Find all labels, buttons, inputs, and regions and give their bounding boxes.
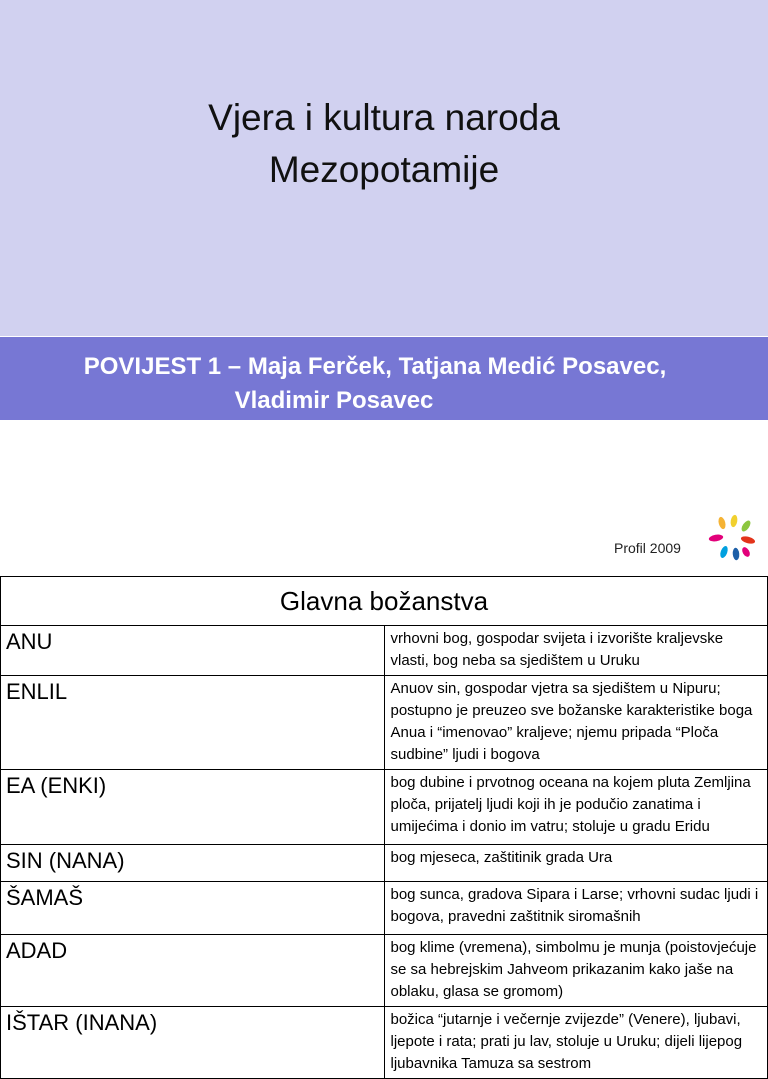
deity-description: bog dubine i prvotnog oceana na kojem pluta Zemljina ploča, prijatelj ljudi koji ih je podučio zanatima i umijećima i donio im vatru; stoluje u gradu Eridu — [384, 770, 768, 845]
deity-description: božica “jutarnje i večernje zvijezde” (Venere), ljubavi, ljepote i rata; prati ju lav, stoluje u Uruku; dijeli lijepog ljubavnika Tamuza sa sestrom — [384, 1007, 768, 1079]
table-row — [1, 676, 768, 770]
slide-subtitle — [0, 350, 768, 418]
deity-description: bog mjeseca, zaštitinik grada Ura — [384, 845, 768, 882]
table-row — [1, 935, 768, 1007]
slide-title — [0, 92, 768, 196]
deity-name: ADAD — [1, 935, 385, 1007]
deity-name: SIN (NANA) — [1, 845, 385, 882]
title-line-2: Mezopotamije — [268, 149, 500, 190]
publisher-label: Profil 2009 — [614, 540, 681, 556]
deity-description: vrhovni bog, gospodar svijeta i izvorište kraljevske vlasti, bog neba sa sjedištem u Uruku — [384, 626, 768, 676]
table-header: Glavna božanstva — [1, 577, 768, 626]
profil-logo-icon — [704, 512, 760, 568]
deity-description: bog klime (vremena), simbolmu je munja (poistovjećuje se sa hebrejskim Jahveom prikazanim kako jaše na oblaku, glasa se gromom) — [384, 935, 768, 1007]
deity-description: bog sunca, gradova Sipara i Larse; vrhovni sudac ljudi i bogova, pravedni zaštitnik siromašnih — [384, 882, 768, 935]
deity-description: Anuov sin, gospodar vjetra sa sjedištem u Nipuru; postupno je preuzeo sve božanske karakteristike boga Anua i “imenovao” kraljeve; njemu pripada “Ploča sudbine” ljudi i bogova — [384, 676, 768, 770]
deity-name: ANU — [1, 626, 385, 676]
table-row — [1, 845, 768, 882]
table-row — [1, 770, 768, 845]
table-row — [1, 626, 768, 676]
deities-table — [0, 576, 768, 1079]
deity-name: ŠAMAŠ — [1, 882, 385, 935]
table-header-row — [1, 577, 768, 626]
subtitle-line-2: Vladimir Posavec — [234, 387, 434, 414]
deity-name: EA (ENKI) — [1, 770, 385, 845]
table-row — [1, 1007, 768, 1079]
table-row — [1, 882, 768, 935]
subtitle-line-1: POVIJEST 1 – Maja Ferček, Tatjana Medić Posavec, — [83, 353, 667, 380]
deity-name: ENLIL — [1, 676, 385, 770]
title-line-1: Vjera i kultura naroda — [208, 97, 560, 138]
deity-name: IŠTAR (INANA) — [1, 1007, 385, 1079]
